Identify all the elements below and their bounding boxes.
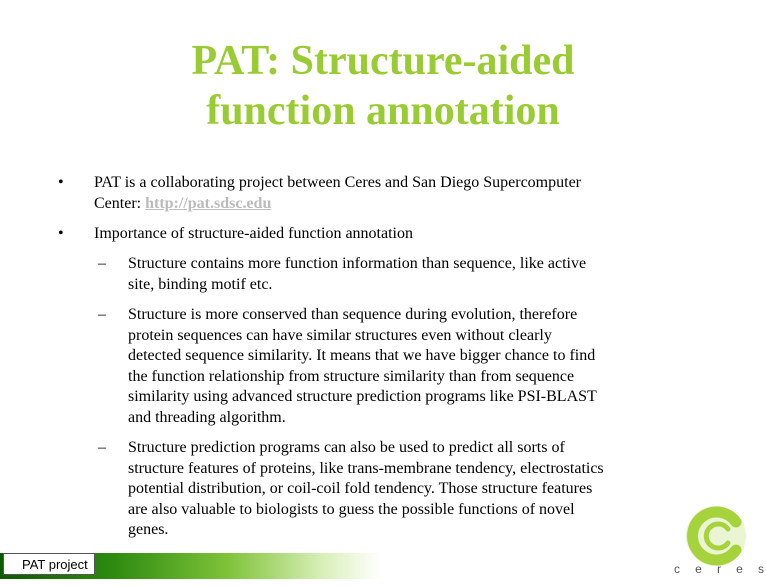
subbullet-item-3 [98,438,698,542]
subbullet-text [128,438,698,541]
dash-marker: – [98,439,106,456]
slide-title-line-2: function annotation [206,88,560,134]
footer-label: PAT project [3,553,95,575]
bullet-line: Importance of structure-aided function annotation [94,225,413,242]
subbullet-line: the function relationship from structure similarity than from sequence [128,367,575,385]
subbullet-line: Structure contains more function information than sequence, like active [128,255,587,272]
pat-website-link[interactable]: http://pat.sdsc.edu [145,195,272,212]
subbullet-item-2 [98,305,698,429]
bullet-text [94,223,694,244]
logo-letter: e [695,562,702,576]
subbullet-line: structure features of proteins, like trans-membrane tendency, electrostatics [128,459,604,477]
bullet-marker: • [58,225,64,242]
subbullet-line: potential distribution, or coil-coil fold tendency. Those structure features [128,480,593,497]
subbullet-line: protein sequences can have similar structures even without clearly [128,326,552,344]
logo-letter: e [736,562,743,576]
slide-title [0,36,766,136]
logo-letter: r [717,562,721,576]
slide-title-line-1: PAT: Structure-aided [191,38,575,84]
subbullet-line: are also valuable to biologists to guess the possible functions of novel [128,500,575,518]
ceres-logo-letters [674,562,764,578]
subbullet-line: similarity using advanced structure prediction programs like PSI-BLAST [128,388,597,405]
logo-letter: s [758,562,764,576]
logo-letter: c [674,562,680,576]
dash-marker: – [98,306,106,323]
dash-marker: – [98,255,106,272]
bullet-marker: • [58,174,64,191]
bullet-line-prefix: Center: [94,195,146,212]
subbullet-line: genes. [128,521,169,538]
bullet-line [94,193,694,214]
subbullet-line: Structure prediction programs can also be used to predict all sorts of [128,439,565,456]
bullet-item-2 [58,223,738,245]
subbullet-line: and threading algorithm. [128,408,286,426]
subbullet-line: detected sequence similarity. It means that we have bigger chance to find [128,347,596,364]
subbullet-item-1 [98,254,698,296]
subbullet-text [128,254,698,295]
subbullet-line: site, binding motif etc. [128,275,273,293]
bullet-line: PAT is a collaborating project between Ceres and San Diego Supercomputer [94,174,581,191]
subbullet-text [128,305,698,428]
subbullet-line: Structure is more conserved than sequence during evolution, therefore [128,306,578,323]
bullet-item-1 [58,172,738,214]
bullet-text [94,172,694,214]
